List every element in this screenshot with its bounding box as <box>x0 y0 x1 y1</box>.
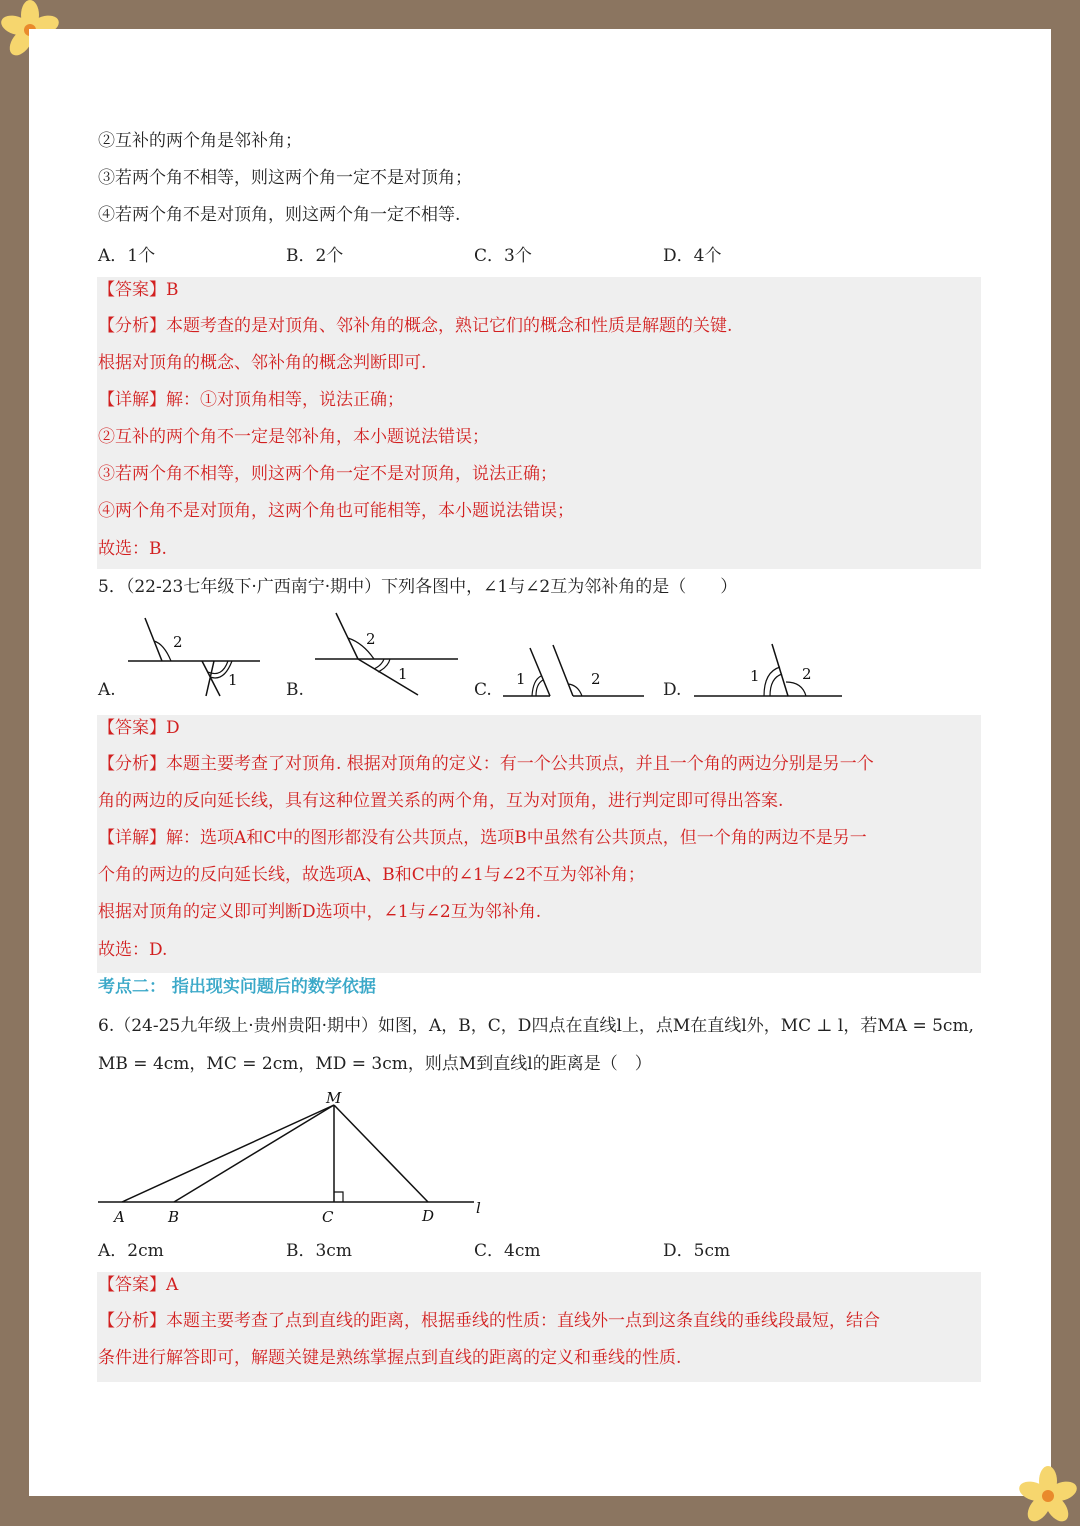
q5-option-c-letter: C. <box>474 680 492 700</box>
q5-option-d-letter: D. <box>663 680 682 700</box>
q4-statement-4: ④若两个角不是对顶角，则这两个角一定不相等. <box>98 205 461 225</box>
q6-stem-1: 6.（24-25九年级上·贵州贵阳·期中）如图，A，B，C，D四点在直线l上，点M在直线l外，MC ⊥ l，若MA = 5cm, <box>98 1016 974 1036</box>
q4-detail-1: 【详解】解：①对顶角相等，说法正确； <box>98 390 404 410</box>
q6-label-c: C <box>322 1208 334 1226</box>
q4-detail-2: ②互补的两个角不一定是邻补角，本小题说法错误； <box>98 427 489 447</box>
q4-analysis-2: 根据对顶角的概念、邻补角的概念判断即可. <box>98 353 427 373</box>
q5-analysis-2: 角的两边的反向延长线，具有这种位置关系的两个角，互为对顶角，进行判定即可得出答案. <box>98 791 784 811</box>
q5-stem: 5．（22-23七年级下·广西南宁·期中）下列各图中，∠1与∠2互为邻补角的是（ ） <box>98 577 738 597</box>
q6-option-d: D．5cm <box>663 1241 731 1261</box>
q6-label-m: M <box>326 1089 342 1107</box>
q5-detail-2: 个角的两边的反向延长线，故选项A、B和C中的∠1与∠2不互为邻补角； <box>98 865 645 885</box>
kaodian-2-heading: 考点二： 指出现实问题后的数学依据 <box>98 977 376 997</box>
q5-b-label-1: 1 <box>398 665 408 683</box>
q5-d-label-1: 1 <box>750 667 760 685</box>
q4-conclusion: 故选：B. <box>98 539 167 559</box>
q6-option-c: C．4cm <box>474 1241 541 1261</box>
q6-answer: 【答案】A <box>98 1275 179 1295</box>
q4-detail-3: ③若两个角不相等，则这两个角一定不是对顶角，说法正确； <box>98 464 557 484</box>
q6-label-d: D <box>422 1207 435 1225</box>
q5-answer: 【答案】D <box>98 718 180 738</box>
q5-c-label-2: 2 <box>591 670 601 688</box>
q6-stem-2: MB = 4cm，MC = 2cm，MD = 3cm，则点M到直线l的距离是（ ） <box>98 1054 652 1074</box>
q6-analysis-1: 【分析】本题主要考查了点到直线的距离，根据垂线的性质：直线外一点到这条直线的垂线段最短，结合 <box>98 1311 880 1331</box>
q6-analysis-2: 条件进行解答即可，解题关键是熟练掌握点到直线的距离的定义和垂线的性质. <box>98 1348 682 1368</box>
q4-statement-3: ③若两个角不相等，则这两个角一定不是对顶角； <box>98 168 472 188</box>
q4-option-a: A．1个 <box>98 246 156 266</box>
q4-analysis-1: 【分析】本题考查的是对顶角、邻补角的概念，熟记它们的概念和性质是解题的关键. <box>98 316 733 336</box>
q5-option-b-letter: B. <box>286 680 304 700</box>
q5-analysis-1: 【分析】本题主要考查了对顶角. 根据对顶角的定义：有一个公共顶点，并且一个角的两边分别是另一个 <box>98 754 874 774</box>
q5-detail-3: 根据对顶角的定义即可判断D选项中，∠1与∠2互为邻补角. <box>98 902 542 922</box>
q4-detail-4: ④两个角不是对顶角，这两个角也可能相等，本小题说法错误； <box>98 501 574 521</box>
q5-figure-c <box>498 630 653 705</box>
q6-label-l: l <box>476 1199 481 1217</box>
q5-figure-b <box>308 605 468 700</box>
flower-decoration-bottom-right <box>1016 1462 1080 1526</box>
q5-detail-1: 【详解】解：选项A和C中的图形都没有公共顶点，选项B中虽然有公共顶点，但一个角的两边不是另一 <box>98 828 867 848</box>
q6-option-a: A．2cm <box>98 1241 164 1261</box>
q4-answer: 【答案】B <box>98 280 179 300</box>
q4-option-d: D．4个 <box>663 246 722 266</box>
q6-option-b: B．3cm <box>286 1241 352 1261</box>
q5-a-label-1: 1 <box>228 671 238 689</box>
q4-option-c: C．3个 <box>474 246 532 266</box>
q5-b-label-2: 2 <box>366 630 376 648</box>
q5-a-label-2: 2 <box>173 633 183 651</box>
q6-label-b: B <box>168 1208 180 1226</box>
q6-figure <box>96 1085 496 1230</box>
q4-option-b: B．2个 <box>286 246 344 266</box>
q6-label-a: A <box>114 1208 125 1226</box>
q5-c-label-1: 1 <box>516 670 526 688</box>
q4-statement-2: ②互补的两个角是邻补角； <box>98 131 302 151</box>
q5-figure-a <box>120 610 270 705</box>
q5-d-label-2: 2 <box>802 665 812 683</box>
q5-option-a-letter: A. <box>98 680 116 700</box>
q5-figure-d <box>690 630 850 705</box>
q5-conclusion: 故选：D. <box>98 940 168 960</box>
